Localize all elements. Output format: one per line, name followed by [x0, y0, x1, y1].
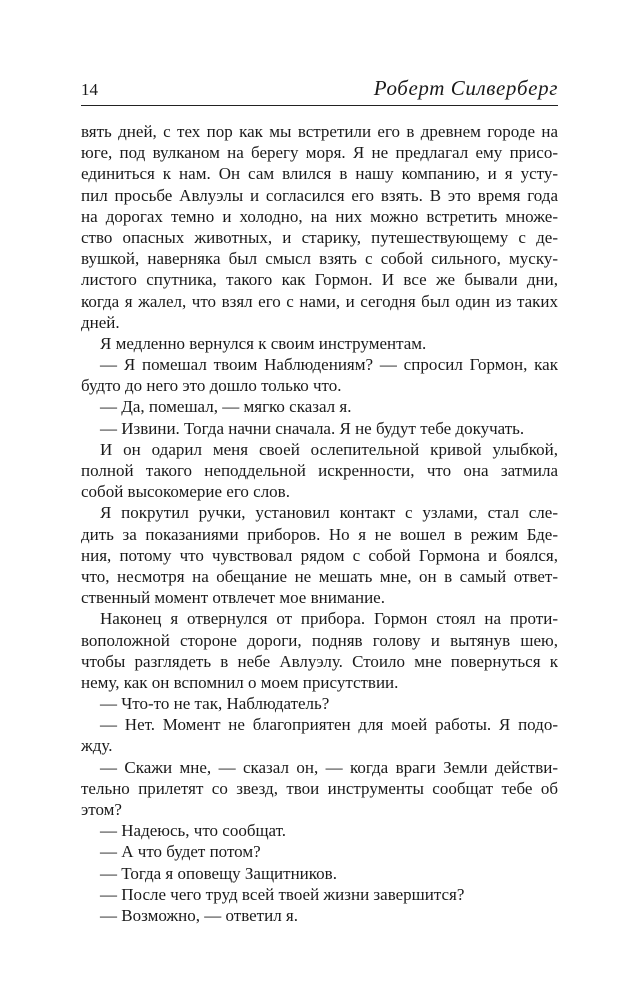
text-line: будто до него это дошло только что. [81, 376, 342, 396]
text-line: жду. [81, 736, 113, 756]
text-line: — Возможно, — ответил я. [100, 905, 298, 925]
text-line: Наконец я отвернулся от прибора. Гормон стоял на проти- [100, 609, 558, 629]
text-line: ство опасных животных, и старику, путешествующему с де- [81, 227, 558, 247]
text-line: воположной стороне дороги, подняв голову и вытянув шею, [81, 630, 558, 650]
text-line: — А что будет потом? [100, 842, 261, 862]
text-line: собой высокомерие его слов. [81, 482, 290, 502]
text-line: — Я помешал твоим Наблюдениям? — спросил Гормон, как [100, 355, 558, 375]
text-line: на дорогах темно и холодно, на них можно встретить множе- [81, 206, 558, 226]
text-line: И он одарил меня своей ослепительной кривой улыбкой, [100, 439, 558, 459]
text-line: — Нет. Момент не благоприятен для моей работы. Я подо- [100, 715, 558, 735]
text-line: вушкой, наверняка был смысл взять с собой сильного, муску- [81, 249, 558, 269]
text-line: — Что-то не так, Наблюдатель? [100, 694, 330, 714]
running-title: Роберт Силверберг [373, 76, 558, 100]
text-line: дить за показаниями приборов. Но я не вошел в режим Бде- [81, 524, 558, 544]
text-line: листого спутника, такого как Гормон. И все же бывали дни, [81, 270, 558, 290]
text-line: — Скажи мне, — сказал он, — когда враги Земли действи- [100, 757, 558, 777]
text-line: чтобы разглядеть в небе Авлуэлу. Стоило мне повернуться к [81, 651, 558, 671]
text-line: пил просьбе Авлуэлы и согласился его взять. В это время года [81, 185, 558, 205]
text-line: — Да, помешал, — мягко сказал я. [100, 397, 352, 417]
text-line: тельно прилетят со звезд, твои инструменты сообщат тебе об [81, 778, 558, 798]
text-line: полной такого неподдельной искренности, что она затмила [81, 461, 558, 480]
text-line: Я покрутил ручки, установил контакт с узлами, стал сле- [100, 503, 558, 523]
text-line: юге, под вулканом на берегу моря. Я не предлагал ему присо- [81, 143, 558, 163]
text-line: Я медленно вернулся к своим инструментам. [100, 333, 427, 353]
text-line: — Тогда я оповещу Защитников. [100, 863, 337, 883]
page-number: 14 [81, 80, 98, 99]
text-line: — Извини. Тогда начни сначала. Я не будут тебе докучать. [100, 418, 525, 438]
text-line: ния, потому что чувствовал рядом с собой Гормона и боялся, [81, 545, 558, 565]
text-line: вять дней, с тех пор как мы встретили его в древнем городе на [81, 122, 558, 141]
text-line: — После чего труд всей твоей жизни завершится? [100, 884, 465, 904]
text-line: — Надеюсь, что сообщат. [100, 821, 287, 841]
text-line: этом? [81, 800, 122, 819]
text-line: ственный момент отвлечет мое внимание. [81, 588, 385, 608]
text-line: что, несмотря на обещание не мешать мне, он в самый ответ- [81, 566, 558, 586]
running-head [81, 74, 558, 104]
text-line: когда я жалел, что взял его с нами, и сегодня был один из таких [81, 291, 558, 311]
text-line: нему, как он вспомнил о моем присутствии. [81, 672, 399, 692]
text-line: единиться к нам. Он сам влился в нашу компанию, и я усту- [81, 164, 558, 184]
text-line: дней. [81, 312, 120, 332]
body-text [81, 121, 558, 926]
header-rule [81, 105, 558, 106]
